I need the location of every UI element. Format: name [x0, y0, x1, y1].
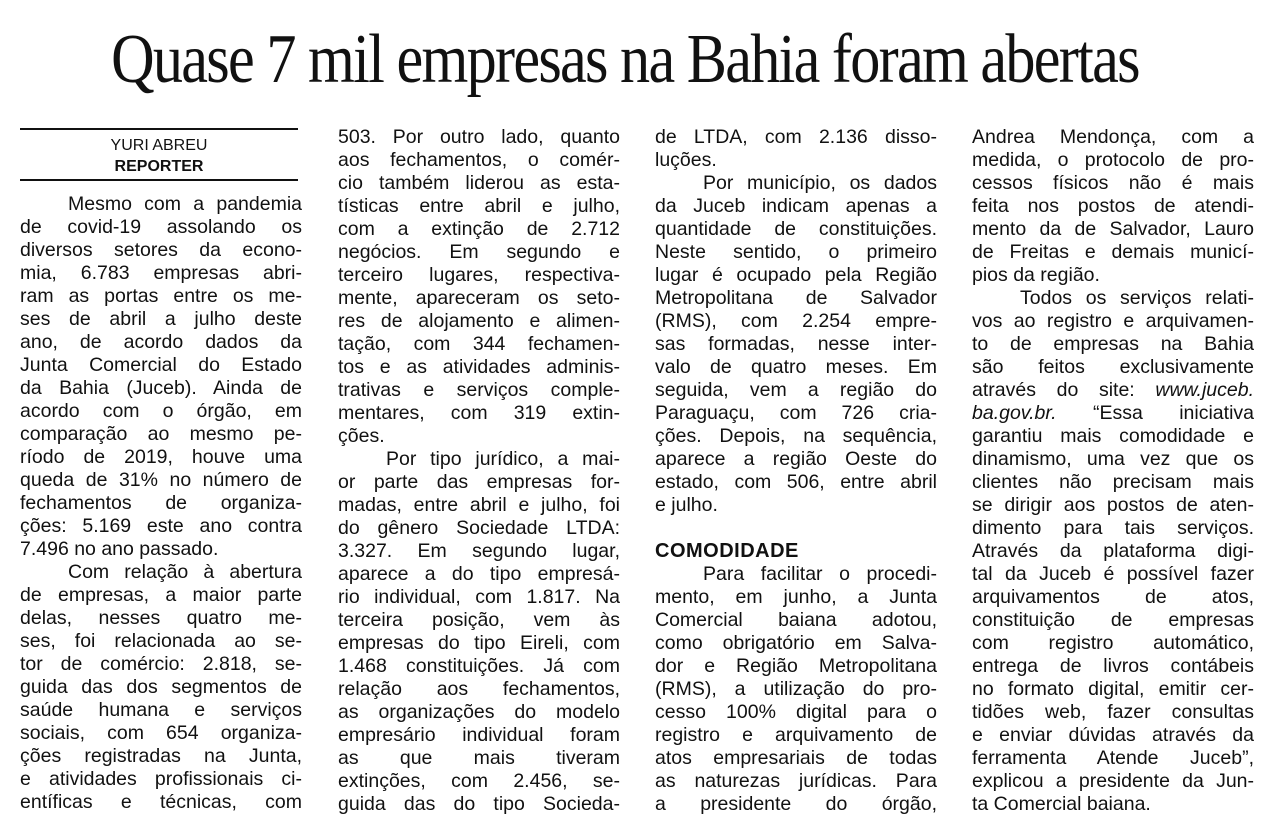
article-line: mente, apareceram os seto- — [338, 287, 620, 309]
article-line: ano, de acordo dados da — [20, 331, 302, 353]
article-line: (RMS), a utilização do pro- — [655, 678, 937, 700]
article-line: Por município, os dados — [703, 172, 937, 194]
article-line: valo de quatro meses. Em — [655, 356, 937, 378]
article-line: tor de comércio: 2.818, se- — [20, 653, 302, 675]
article-line: no formato digital, emitir cer- — [972, 678, 1254, 700]
article-line: ferramenta Atende Juceb”, — [972, 747, 1254, 769]
article-line: Metropolitana de Salvador — [655, 287, 937, 309]
article-line: dimento para tais serviços. — [972, 517, 1254, 539]
article-line: do gênero Sociedade LTDA: — [338, 517, 620, 539]
article-line: e julho. — [655, 494, 718, 516]
article-line: aparece a região Oeste do — [655, 448, 937, 470]
article-column-4 — [972, 120, 1254, 820]
section-heading: COMODIDADE — [655, 540, 799, 562]
article-column-3 — [655, 120, 937, 820]
article-line: ções. Depois, na sequência, — [655, 425, 937, 447]
paragraph-gap — [655, 517, 937, 540]
article-line: entrega de livros contábeis — [972, 655, 1254, 677]
article-line: or parte das empresas for- — [338, 471, 620, 493]
article-line: acordo com o órgão, em — [20, 400, 302, 422]
article-line: de LTDA, com 2.136 disso- — [655, 126, 937, 148]
article-line: e enviar dúvidas através da — [972, 724, 1254, 746]
article-line: com registro automático, — [972, 632, 1254, 654]
article-line: feita nos postos de atendi- — [972, 195, 1254, 217]
article-line: extinções, com 2.456, se- — [338, 770, 620, 792]
article-line: Andrea Mendonça, com a — [972, 126, 1254, 148]
article-line: Todos os serviços relati- — [1020, 287, 1254, 309]
article-line: 503. Por outro lado, quanto — [338, 126, 620, 148]
article-line: as naturezas jurídicas. Para — [655, 770, 937, 792]
article-line: medida, o protocolo de pro- — [972, 149, 1254, 171]
article-line: ses, foi relacionada ao se- — [20, 630, 302, 652]
website-link-text: www.juceb. — [1155, 379, 1254, 401]
article-line: ríodo de 2019, houve uma — [20, 446, 302, 468]
article-line: 1.468 constituições. Já com — [338, 655, 620, 677]
article-line: atos empresariais de todas — [655, 747, 937, 769]
article-line: terceira posição, vem às — [338, 609, 620, 631]
article-line: vos ao registro e arquivamen- — [972, 310, 1254, 332]
article-line: Através da plataforma digi- — [972, 540, 1254, 562]
article-line: as que mais tiveram — [338, 747, 620, 769]
article-line: da Bahia (Juceb). Ainda de — [20, 377, 302, 399]
article-line: guida das dos segmentos de — [20, 676, 302, 698]
article-line: sas formadas, nesse inter- — [655, 333, 937, 355]
article-line: de Freitas e demais municí- — [972, 241, 1254, 263]
article-line: dinamismo, uma vez que os — [972, 448, 1254, 470]
article-line: (RMS), com 2.254 empre- — [655, 310, 937, 332]
headline: Quase 7 mil empresas na Bahia foram abertas — [111, 21, 1139, 98]
article-line: relação aos fechamentos, — [338, 678, 620, 700]
article-line: e atividades profissionais ci- — [20, 768, 302, 790]
article-line: 7.496 no ano passado. — [20, 538, 219, 560]
article-line: cessos físicos não é mais — [972, 172, 1254, 194]
article-line: ram as portas entre os me- — [20, 285, 302, 307]
website-link-text: ba.gov.br. — [972, 402, 1057, 424]
article-line: to de empresas na Bahia — [972, 333, 1254, 355]
article-line: tal da Juceb é possível fazer — [972, 563, 1254, 585]
article-line: tação, com 344 fechamen- — [338, 333, 620, 355]
article-line: a presidente do órgão, — [655, 793, 937, 815]
article-line: Comercial baiana adotou, — [655, 609, 937, 631]
article-line: res de alojamento e alimen- — [338, 310, 620, 332]
article-line: como obrigatório em Salva- — [655, 632, 937, 654]
article-line: tidões web, fazer consultas — [972, 701, 1254, 723]
article-column-2 — [338, 120, 620, 820]
article-line: Com relação à abertura — [68, 561, 302, 583]
article-line: se dirigir aos postos de aten- — [972, 494, 1254, 516]
article-line: mento, em junho, a Junta — [655, 586, 937, 608]
article-line: seguida, vem a região do — [655, 379, 937, 401]
article-line: de covid-19 assolando os — [20, 216, 302, 238]
byline-bottom-rule — [20, 179, 298, 181]
article-line: lugar é ocupado pela Região — [655, 264, 937, 286]
article-line: trativas e serviços comple- — [338, 379, 620, 401]
article-line: Junta Comercial do Estado — [20, 354, 302, 376]
byline-author: YURI ABREU — [110, 137, 208, 154]
article-line: Neste sentido, o primeiro — [655, 241, 937, 263]
article-line: luções. — [655, 149, 717, 171]
article-line: sociais, com 654 organiza- — [20, 722, 302, 744]
article-line: aparece a do tipo empresá- — [338, 563, 620, 585]
article-line: com a extinção de 2.712 — [338, 218, 620, 240]
article-line: negócios. Em segundo e — [338, 241, 620, 263]
article-line: diversos setores da econo- — [20, 239, 302, 261]
article-line: através do site: www.juceb. — [972, 379, 1254, 401]
article-line: quantidade de constituições. — [655, 218, 937, 240]
article-line: garantiu mais comodidade e — [972, 425, 1254, 447]
article-line: Para facilitar o procedi- — [703, 563, 937, 585]
article-line: delas, nesses quatro me- — [20, 607, 302, 629]
article-line: empresas do tipo Eireli, com — [338, 632, 620, 654]
article-line: saúde humana e serviços — [20, 699, 302, 721]
article-line: são feitos exclusivamente — [972, 356, 1254, 378]
article-line: queda de 31% no número de — [20, 469, 302, 491]
article-line: estado, com 506, entre abril — [655, 471, 937, 493]
article-line: madas, entre abril e julho, foi — [338, 494, 620, 516]
article-line: ta Comercial baiana. — [972, 793, 1151, 815]
article-line: de empresas, a maior parte — [20, 584, 302, 606]
article-line: as organizações do modelo — [338, 701, 620, 723]
article-line: ba.gov.br. “Essa iniciativa — [972, 402, 1254, 424]
article-line: fechamentos de organiza- — [20, 492, 302, 514]
article-line: pios da região. — [972, 264, 1100, 286]
article-line: constituição de empresas — [972, 609, 1254, 631]
article-line: mentares, com 319 extin- — [338, 402, 620, 424]
article-line: comparação ao mesmo pe- — [20, 423, 302, 445]
article-line: entíficas e técnicas, com — [20, 791, 302, 813]
article-line: cesso 100% digital para o — [655, 701, 937, 723]
article-line: empresário individual foram — [338, 724, 620, 746]
article-column-1 — [20, 120, 302, 820]
article-line: registro e arquivamento de — [655, 724, 937, 746]
article-line: cio também liderou as esta- — [338, 172, 620, 194]
article-line: tísticas entre abril e julho, — [338, 195, 620, 217]
article-line: ções. — [338, 425, 385, 447]
article-line: Paraguaçu, com 726 cria- — [655, 402, 937, 424]
article-line: mento da de Salvador, Lauro — [972, 218, 1254, 240]
article-line: aos fechamentos, o comér- — [338, 149, 620, 171]
article-line: Mesmo com a pandemia — [68, 193, 302, 215]
article-line: 3.327. Em segundo lugar, — [338, 540, 620, 562]
article-line: ções registradas na Junta, — [20, 745, 302, 767]
article-line: clientes não precisam mais — [972, 471, 1254, 493]
article-line: mia, 6.783 empresas abri- — [20, 262, 302, 284]
article-line: arquivamentos de atos, — [972, 586, 1254, 608]
article-line: Por tipo jurídico, a mai- — [386, 448, 620, 470]
article-line: tos e as atividades adminis- — [338, 356, 620, 378]
byline-top-rule — [20, 128, 298, 130]
byline-role: REPORTER — [114, 158, 204, 175]
article-line: rio individual, com 1.817. Na — [338, 586, 620, 608]
article-line: explicou a presidente da Jun- — [972, 770, 1254, 792]
article-line: guida das do tipo Socieda- — [338, 793, 620, 815]
article-line: terceiro lugares, respectiva- — [338, 264, 620, 286]
article-line: dor e Região Metropolitana — [655, 655, 937, 677]
article-line: ções: 5.169 este ano contra — [20, 515, 302, 537]
article-line: da Juceb indicam apenas a — [655, 195, 937, 217]
article-line: ses de abril a julho deste — [20, 308, 302, 330]
